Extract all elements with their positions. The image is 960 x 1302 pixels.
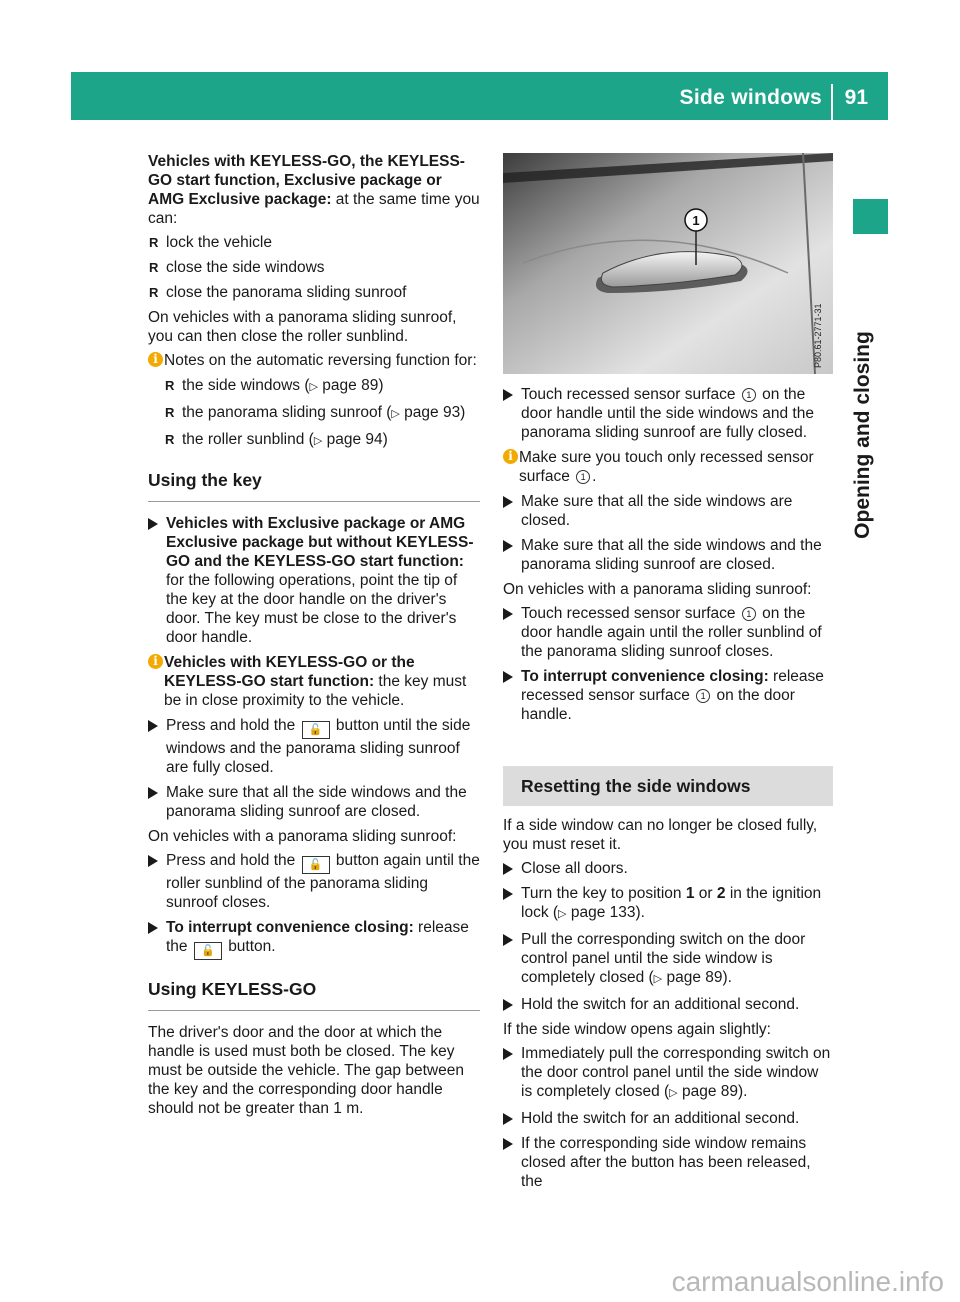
- right-column: [503, 385, 833, 1197]
- reference-arrow-icon: ▷: [558, 908, 567, 920]
- list-item: R the roller sunblind (▷ page 94): [164, 430, 480, 451]
- lock-button-icon: 🔓: [194, 942, 222, 960]
- list-item: R lock the vehicle: [148, 233, 480, 252]
- info-icon: i: [148, 352, 163, 367]
- callout-ref-icon: 1: [742, 607, 756, 621]
- reference-arrow-icon: ▷: [669, 1087, 678, 1099]
- door-handle-photo: [503, 153, 833, 374]
- chapter-label: Opening and closing: [851, 331, 874, 539]
- header-divider: [831, 84, 833, 120]
- reference-arrow-icon: ▷: [391, 408, 400, 420]
- step-item: Touch recessed sensor surface 1 on the door handle again until the roller sunblind of the panorama sliding sunroof closes.: [503, 604, 833, 661]
- paragraph: On vehicles with a panorama sliding sunroof:: [148, 828, 457, 845]
- paragraph: If a side window can no longer be closed fully, you must reset it.: [503, 817, 818, 853]
- info-icon: i: [503, 449, 518, 464]
- step-arrow-icon: [148, 787, 158, 799]
- step-arrow-icon: [503, 496, 513, 508]
- section-heading-using-keyless-go: Using KEYLESS-GO: [148, 978, 480, 1011]
- step-item: Touch recessed sensor surface 1 on the door handle until the side windows and the panorama sliding sunroof are fully closed.: [503, 385, 833, 442]
- step-item: Hold the switch for an additional second.: [503, 1109, 833, 1128]
- list-item: R close the side windows: [148, 258, 480, 277]
- section-heading-resetting: Resetting the side windows: [503, 766, 833, 806]
- step-arrow-icon: [503, 540, 513, 552]
- step-arrow-icon: [503, 608, 513, 620]
- page-reference-link[interactable]: page 94): [326, 431, 388, 448]
- section-heading-using-key: Using the key: [148, 469, 480, 502]
- step-item: Vehicles with Exclusive package or AMG Exclusive package but without KEYLESS-GO and the KEYLESS-GO start function: for the following operations, point the tip of the key at the door handle on the driver's door. The key must be close to the driver's door handle.: [148, 514, 480, 647]
- page-reference-link[interactable]: page 93): [404, 404, 466, 421]
- paragraph: On vehicles with a panorama sliding sunroof, you can then close the roller sunblind.: [148, 309, 457, 345]
- page-reference-link[interactable]: page 89): [322, 377, 384, 394]
- header-bar: [71, 72, 888, 120]
- intro-paragraph: Vehicles with KEYLESS-GO, the KEYLESS-GO start function, Exclusive package or AMG Exclusive package: at the same time you can:: [148, 153, 480, 227]
- callout-ref-icon: 1: [742, 388, 756, 402]
- callout-ref-icon: 1: [696, 689, 710, 703]
- step-arrow-icon: [503, 863, 513, 875]
- reference-arrow-icon: ▷: [653, 973, 663, 985]
- callout-number: 1: [692, 213, 700, 228]
- step-item: Press and hold the 🔓 button again until the roller sunblind of the panorama sliding sunroof closes.: [148, 851, 480, 912]
- list-item: R the side windows (▷ page 89): [164, 376, 480, 397]
- door-handle-illustration: [503, 153, 833, 374]
- step-arrow-icon: [503, 1138, 513, 1150]
- step-item: Turn the key to position 1 or 2 in the ignition lock (▷ page 133).: [503, 884, 833, 924]
- step-item: To interrupt convenience closing: release the 🔓 button.: [148, 918, 480, 960]
- chapter-tab-marker: [853, 199, 888, 234]
- step-item: Hold the switch for an additional second.: [503, 995, 833, 1014]
- info-note: i Notes on the automatic reversing function for:: [148, 351, 480, 370]
- step-arrow-icon: [148, 922, 158, 934]
- step-arrow-icon: [503, 389, 513, 401]
- lock-button-icon: 🔓: [302, 856, 330, 874]
- step-arrow-icon: [503, 1048, 513, 1060]
- page-reference-link[interactable]: page 89).: [681, 1083, 748, 1100]
- page-number: 91: [844, 86, 868, 109]
- step-arrow-icon: [148, 518, 158, 530]
- step-item: Make sure that all the side windows are closed.: [503, 492, 833, 530]
- step-item: Close all doors.: [503, 859, 833, 878]
- list-item: R the panorama sliding sunroof (▷ page 93): [164, 403, 480, 424]
- paragraph: If the side window opens again slightly:: [503, 1021, 771, 1038]
- step-arrow-icon: [503, 999, 513, 1011]
- step-item: Pull the corresponding switch on the door control panel until the side window is completely closed (▷ page 89).: [503, 930, 833, 989]
- page-section-title: Side windows: [679, 86, 822, 109]
- paragraph: On vehicles with a panorama sliding sunroof:: [503, 581, 812, 598]
- step-arrow-icon: [503, 671, 513, 683]
- step-item: Make sure that all the side windows and the panorama sliding sunroof are closed.: [503, 536, 833, 574]
- lock-button-icon: 🔓: [302, 721, 330, 739]
- step-item: Press and hold the 🔓 button until the side windows and the panorama sliding sunroof are fully closed.: [148, 716, 480, 777]
- page-reference-link[interactable]: page 89).: [666, 969, 732, 986]
- reference-arrow-icon: ▷: [313, 435, 323, 447]
- step-arrow-icon: [503, 888, 513, 900]
- left-column: [148, 152, 480, 1123]
- step-item: To interrupt convenience closing: release recessed sensor surface 1 on the door handle.: [503, 667, 833, 724]
- step-arrow-icon: [148, 855, 158, 867]
- info-icon: i: [148, 654, 163, 669]
- info-note: i Make sure you touch only recessed sensor surface 1 .: [503, 448, 833, 486]
- step-item: If the corresponding side window remains closed after the button has been released, the: [503, 1134, 833, 1191]
- callout-ref-icon: 1: [576, 470, 590, 484]
- site-watermark: carmanualsonline.info: [671, 1266, 944, 1297]
- step-arrow-icon: [503, 1113, 513, 1125]
- reference-arrow-icon: ▷: [309, 381, 318, 393]
- photo-code: P80.61-2771-31: [813, 303, 823, 368]
- page-reference-link[interactable]: page 133).: [570, 904, 645, 921]
- step-item: Immediately pull the corresponding switch on the door control panel until the side window is completely closed (▷ page 89).: [503, 1044, 833, 1103]
- info-note: i Vehicles with KEYLESS-GO or the KEYLESS-GO start function: the key must be in close proximity to the vehicle.: [148, 653, 480, 710]
- step-arrow-icon: [503, 934, 513, 946]
- step-arrow-icon: [148, 720, 158, 732]
- paragraph: The driver's door and the door at which the handle is used must both be closed. The key must be outside the vehicle. The gap between the key and the corresponding door handle should not be greater than 1 m.: [148, 1024, 464, 1117]
- step-item: Make sure that all the side windows and the panorama sliding sunroof are closed.: [148, 783, 480, 821]
- list-item: R close the panorama sliding sunroof: [148, 283, 480, 302]
